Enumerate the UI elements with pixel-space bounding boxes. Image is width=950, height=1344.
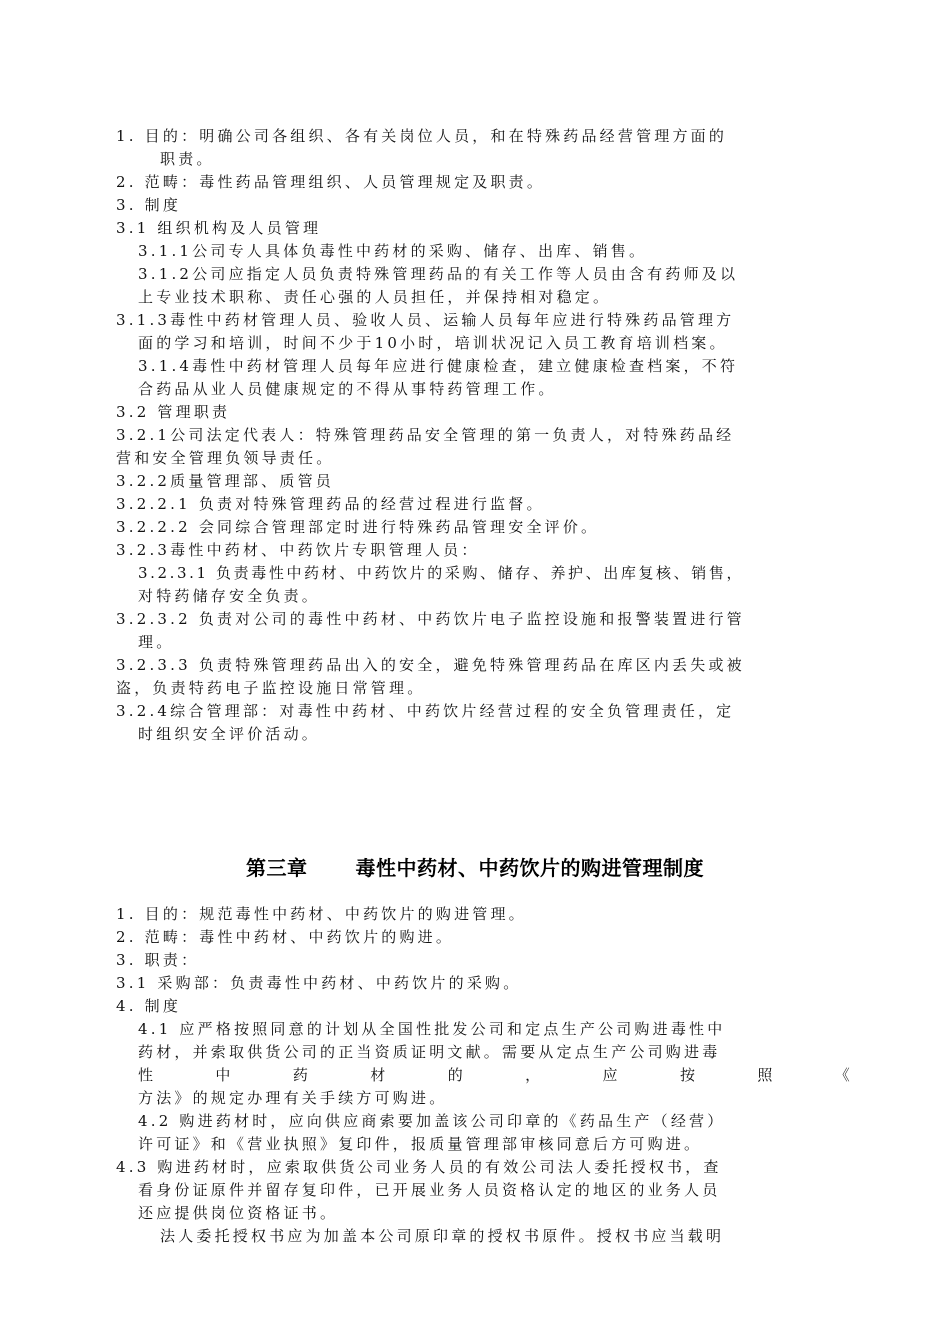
paragraph-line: 4.1 应严格按照同意的计划从全国性批发公司和定点生产公司购进毒性中	[138, 1020, 726, 1038]
section-heading: 3.2 管理职责	[116, 403, 231, 421]
paragraph-line: 3.2.3.1 负责毒性中药材、中药饮片的采购、储存、养护、出库复核、销售，	[138, 564, 745, 582]
paragraph-line: 职责。	[160, 150, 215, 168]
paragraph-line: 3.2.2质量管理部、质管员	[116, 472, 334, 490]
paragraph-line: 方法》的规定办理有关手续方可购进。	[138, 1089, 448, 1107]
chapter-number: 第三章	[246, 856, 308, 880]
section-heading: 3. 制度	[116, 196, 182, 214]
justified-char: ，	[525, 1066, 544, 1084]
paragraph-line: 3.1.4毒性中药材管理人员每年应进行健康检查，建立健康检查档案，不符	[138, 357, 739, 375]
chapter-title-text: 毒性中药材、中药饮片的购进管理制度	[355, 856, 704, 880]
justified-char: 应	[602, 1066, 621, 1084]
paragraph-line: 时组织安全评价活动。	[138, 725, 321, 743]
paragraph-line: 4.2 购进药材时，应向供应商索要加盖该公司印章的《药品生产（经营）	[138, 1112, 726, 1130]
justified-char: 照	[757, 1066, 776, 1084]
justified-char: 按	[679, 1066, 699, 1084]
paragraph-line: 营和安全管理负领导责任。	[116, 449, 335, 467]
justified-char: 的	[447, 1066, 466, 1084]
paragraph-line: 法人委托授权书应为加盖本公司原印章的授权书原件。授权书应当载明	[160, 1227, 725, 1245]
section-heading: 4. 制度	[116, 997, 182, 1015]
paragraph-line: 1. 目的：规范毒性中药材、中药饮片的购进管理。	[116, 905, 527, 923]
paragraph-line: 合药品从业人员健康规定的不得从事特药管理工作。	[138, 380, 557, 398]
paragraph-line: 盗，负责特药电子监控设施日常管理。	[116, 679, 426, 697]
paragraph-line: 上专业技术职称、责任心强的人员担任，并保持相对稳定。	[138, 288, 612, 306]
paragraph-line: 3.1.2公司应指定人员负责特殊管理药品的有关工作等人员由含有药师及以	[138, 265, 739, 283]
paragraph-line: 2. 范畴：毒性中药材、中药饮片的购进。	[116, 928, 455, 946]
paragraph-line: 3.1.3毒性中药材管理人员、验收人员、运输人员每年应进行特殊药品管理方	[116, 311, 735, 329]
section-heading: 3. 职责：	[116, 951, 200, 969]
paragraph-line: 3.2.3.2 负责对公司的毒性中药材、中药饮片电子监控设施和报警装置进行管	[116, 610, 745, 628]
justified-char: 材	[370, 1066, 389, 1084]
paragraph-line: 面的学习和培训，时间不少于10小时，培训状况记入员工教育培训档案。	[138, 334, 728, 352]
paragraph-line: 还应提供岗位资格证书。	[138, 1204, 339, 1222]
paragraph-line: 4.3 购进药材时，应索取供货公司业务人员的有效公司法人委托授权书，查	[116, 1158, 722, 1176]
justified-char: 《	[834, 1066, 853, 1084]
paragraph-line: 3.1.1公司专人具体负毒性中药材的采购、储存、出库、销售。	[138, 242, 648, 260]
section-heading: 3.1 组织机构及人员管理	[116, 219, 322, 237]
justified-char: 性	[138, 1066, 157, 1084]
justified-char: 药	[292, 1066, 312, 1084]
paragraph-line: 2. 范畴：毒性药品管理组织、人员管理规定及职责。	[116, 173, 546, 191]
justified-line	[138, 1065, 853, 1085]
paragraph-line: 3.2.3毒性中药材、中药饮片专职管理人员：	[116, 541, 480, 559]
paragraph-line: 3.2.2.1 负责对特殊管理药品的经营过程进行监督。	[116, 495, 545, 513]
paragraph-line: 3.2.2.2 会同综合管理部定时进行特殊药品管理安全评价。	[116, 518, 600, 536]
paragraph-line: 3.2.1公司法定代表人：特殊管理药品安全管理的第一负责人，对特殊药品经	[116, 426, 735, 444]
justified-char: 中	[215, 1066, 234, 1084]
paragraph-line: 3.2.3.3 负责特殊管理药品出入的安全，避免特殊管理药品在库区内丢失或被	[116, 656, 745, 674]
paragraph-line: 3.2.4综合管理部：对毒性中药材、中药饮片经营过程的安全负管理责任，定	[116, 702, 735, 720]
paragraph-line: 药材，并索取供货公司的正当资质证明文献。需要从定点生产公司购进毒	[138, 1043, 721, 1061]
paragraph-line: 对特药储存安全负责。	[138, 587, 321, 605]
paragraph-line: 看身份证原件并留存复印件，已开展业务人员资格认定的地区的业务人员	[138, 1181, 721, 1199]
paragraph-line: 1. 目的：明确公司各组织、各有关岗位人员，和在特殊药品经营管理方面的	[116, 127, 728, 145]
paragraph-line: 理。	[138, 633, 175, 651]
paragraph-line: 许可证》和《营业执照》复印件，报质量管理部审核同意后方可购进。	[138, 1135, 703, 1153]
paragraph-line: 3.1 采购部：负责毒性中药材、中药饮片的采购。	[116, 974, 522, 992]
chapter-title	[0, 852, 950, 881]
